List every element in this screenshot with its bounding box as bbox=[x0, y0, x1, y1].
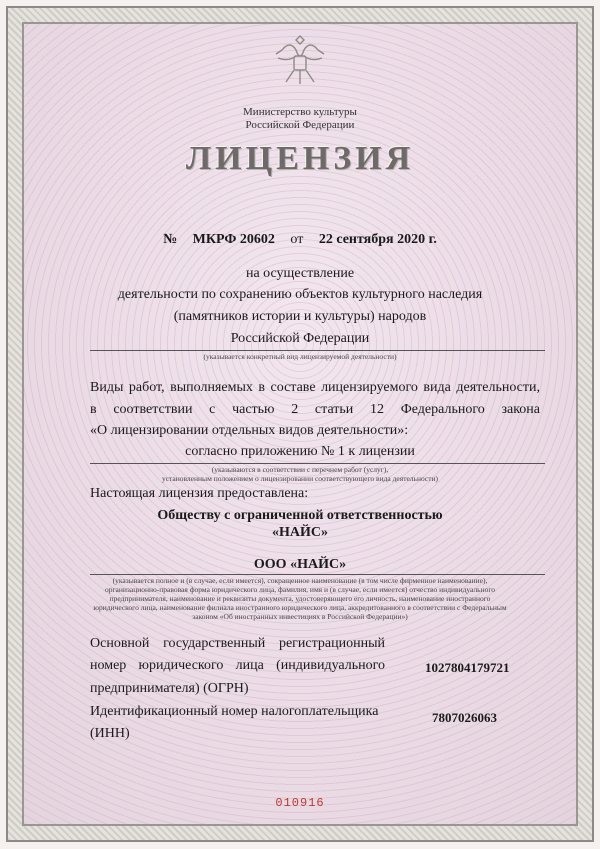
number-sign: № bbox=[163, 232, 178, 247]
ogrn-label-1: Основной государственный регистрационный bbox=[90, 636, 385, 651]
license-number-row bbox=[0, 232, 600, 248]
grantee-full-name-1: Обществу с ограниченной ответственностью bbox=[157, 508, 443, 523]
ogrn-label-3: предпринимателя) (ОГРН) bbox=[90, 681, 249, 696]
from-label: от bbox=[290, 232, 304, 247]
works-line-3: «О лицензировании отдельных видов деятельности»: bbox=[90, 423, 409, 438]
grantee-hint-3: предпринимателя, наименование и реквизиты документа, удостоверяющего его личность, наименование иностранного bbox=[109, 594, 491, 603]
inn-label-2: (ИНН) bbox=[90, 726, 130, 741]
grantee-rule bbox=[90, 574, 545, 575]
serial-number: 010916 bbox=[275, 796, 325, 810]
grantee-hint-4: юридического лица, наименование филиала иностранного юридического лица, аккредитованного в соответствии с Федеральным bbox=[93, 603, 507, 612]
license-number: МКРФ 20602 bbox=[192, 232, 275, 247]
ministry-line-2: Российской Федерации bbox=[245, 119, 355, 131]
grantee-full-name-2: «НАЙС» bbox=[272, 525, 328, 540]
ogrn-label-2: номер юридического лица (индивидуального bbox=[90, 658, 385, 673]
works-line-1: Виды работ, выполняемых в составе лицензируемого вида деятельности, bbox=[90, 380, 540, 395]
activity-hint: (указывается конкретный вид лицензируемой деятельности) bbox=[203, 352, 397, 361]
grantee-intro: Настоящая лицензия предоставлена: bbox=[90, 486, 309, 501]
grantee-hint-2: организационно-правовая форма юридического лица, фамилия, имя и (в случае, если имеется) отчество индивидуального bbox=[104, 585, 496, 594]
activity-rule bbox=[90, 350, 545, 351]
inn-value: 7807026063 bbox=[432, 710, 497, 725]
license-date: 22 сентября 2020 г. bbox=[318, 232, 437, 247]
grantee-short-name: ООО «НАЙС» bbox=[253, 557, 347, 572]
grantee-hint-1: (указывается полное и (в случае, если имеется), сокращенное наименование (в том числе фирменное наименование), bbox=[112, 576, 488, 585]
ogrn-value: 1027804179721 bbox=[425, 660, 510, 675]
document-title: ЛИЦЕНЗИЯ bbox=[185, 140, 415, 177]
ministry-line-1: Министерство культуры bbox=[243, 106, 357, 118]
grantee-hint-5: законом «Об иностранных инвестициях в Российской Федерации») bbox=[192, 612, 408, 621]
activity-line-4: Российской Федерации bbox=[230, 331, 370, 346]
activity-line-3: (памятников истории и культуры) народов bbox=[173, 309, 427, 324]
inn-label-1: Идентификационный номер налогоплательщика bbox=[90, 704, 379, 719]
works-hint-1: (указываются в соответствии с перечнем работ (услуг), bbox=[211, 465, 389, 474]
double-headed-eagle-icon bbox=[268, 28, 332, 92]
works-line-4: согласно приложению № 1 к лицензии bbox=[185, 444, 415, 459]
works-hint-2: установленным положением о лицензировании соответствующего вида деятельности) bbox=[161, 474, 439, 483]
activity-line-1: на осуществление bbox=[245, 266, 355, 281]
activity-line-2: деятельности по сохранению объектов культурного наследия bbox=[117, 287, 483, 302]
works-line-2: в соответствии с частью 2 статьи 12 Федерального закона bbox=[90, 402, 540, 417]
works-rule bbox=[90, 463, 545, 464]
